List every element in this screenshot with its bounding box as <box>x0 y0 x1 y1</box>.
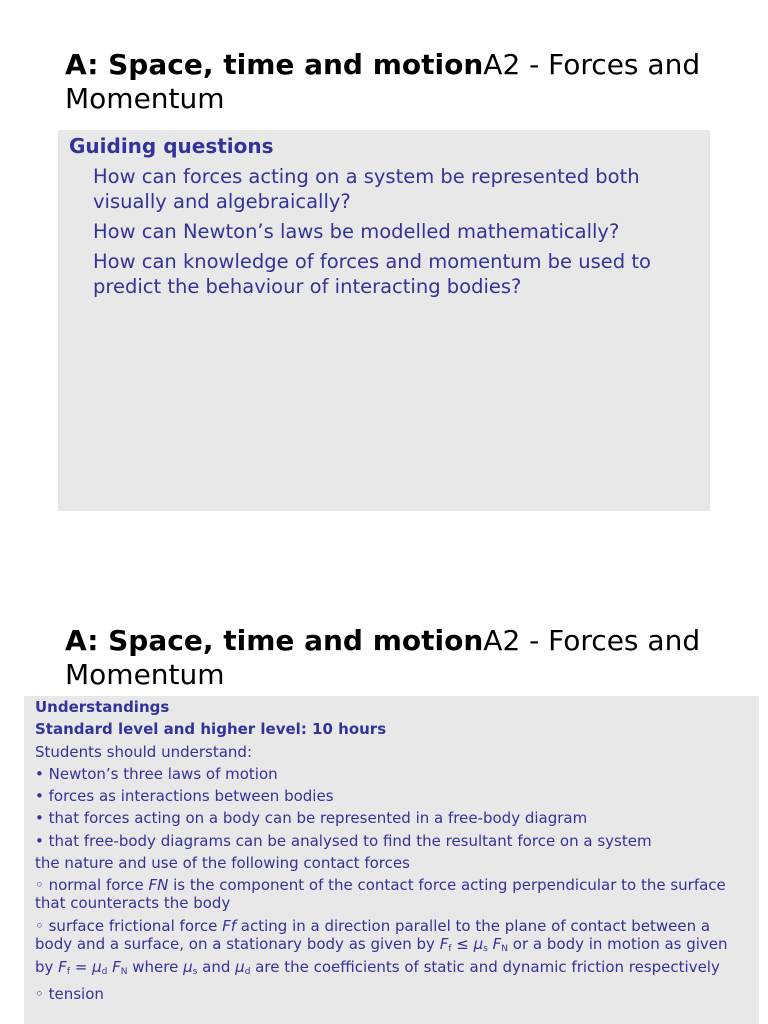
slide2-title <box>65 624 745 692</box>
list-item: • forces as interactions between bodies <box>35 787 334 806</box>
math-subscript: N <box>501 943 509 954</box>
math-symbol: μ <box>235 957 245 976</box>
math-subscript: f <box>448 943 452 954</box>
friction-text: or a body in motion as given by <box>35 934 728 976</box>
math-symbol: F <box>439 934 449 953</box>
list-item: • Newton’s three laws of motion <box>35 764 278 783</box>
understandings-panel <box>24 696 759 1024</box>
understandings-heading: Understandings <box>35 698 170 716</box>
list-item: • that forces acting on a body can be represented in a free-body diagram <box>35 809 588 828</box>
friction-text: and <box>197 957 236 976</box>
math-symbol: F <box>492 934 502 953</box>
slide1-title-rest: A2 - Forces and Momentum <box>65 48 701 115</box>
list-item: • that free-body diagrams can be analysed to find the resultant force on a system <box>35 831 652 850</box>
math-subscript: d <box>244 966 251 977</box>
guiding-questions-panel <box>58 130 710 511</box>
math-symbol: μ <box>183 957 193 976</box>
guiding-question: How can Newton’s laws be modelled mathematically? <box>93 220 620 243</box>
math-symbol: F <box>58 957 67 976</box>
guiding-question: How can knowledge of forces and momentum be used to predict the behaviour of interacting bodies? <box>93 250 651 298</box>
level-heading: Standard level and higher level: 10 hours <box>35 720 387 739</box>
tension-item: ◦ tension <box>35 984 104 1003</box>
slide1-title-bold: A: Space, time and motion <box>65 48 484 81</box>
math-subscript: N <box>120 966 128 977</box>
friction-force-item <box>35 917 749 981</box>
friction-symbol: Ff <box>222 916 237 935</box>
slide2-title-bold: A: Space, time and motion <box>65 624 484 657</box>
friction-text: where <box>127 957 184 976</box>
understandings-intro: Students should understand: <box>35 742 252 761</box>
guiding-question: How can forces acting on a system be represented both visually and algebraically? <box>93 165 640 213</box>
normal-force-item <box>35 876 749 912</box>
normal-force-suffix: is the component of the contact force acting perpendicular to the surface that counteracts the body <box>35 876 726 913</box>
friction-prefix: ◦ surface frictional force <box>35 916 223 935</box>
slide1-title <box>65 48 745 116</box>
math-symbol: F <box>112 957 121 976</box>
friction-text: are the coefficients of static and dynamic friction respectively <box>250 957 720 976</box>
normal-force-prefix: ◦ normal force <box>35 876 149 895</box>
symbol-f: F <box>148 876 158 895</box>
math-subscript: s <box>192 966 198 977</box>
slide2-title-rest: A2 - Forces and Momentum <box>65 624 701 691</box>
math-operator: = <box>69 957 93 976</box>
math-operator: ≤ <box>451 934 474 953</box>
math-subscript: f <box>66 966 70 977</box>
math-symbol: μ <box>92 957 102 976</box>
math-subscript: s <box>483 943 488 954</box>
guiding-questions-heading: Guiding questions <box>69 134 274 158</box>
symbol-sub: N <box>157 876 169 895</box>
contact-forces-intro: the nature and use of the following contact forces <box>35 854 410 873</box>
math-symbol: μ <box>473 934 484 953</box>
math-subscript: d <box>101 966 108 977</box>
friction-text: acting in a direction parallel to the plane of contact between a body and a surface, on a stationary body as given by <box>35 916 711 953</box>
normal-force-symbol <box>148 876 168 894</box>
